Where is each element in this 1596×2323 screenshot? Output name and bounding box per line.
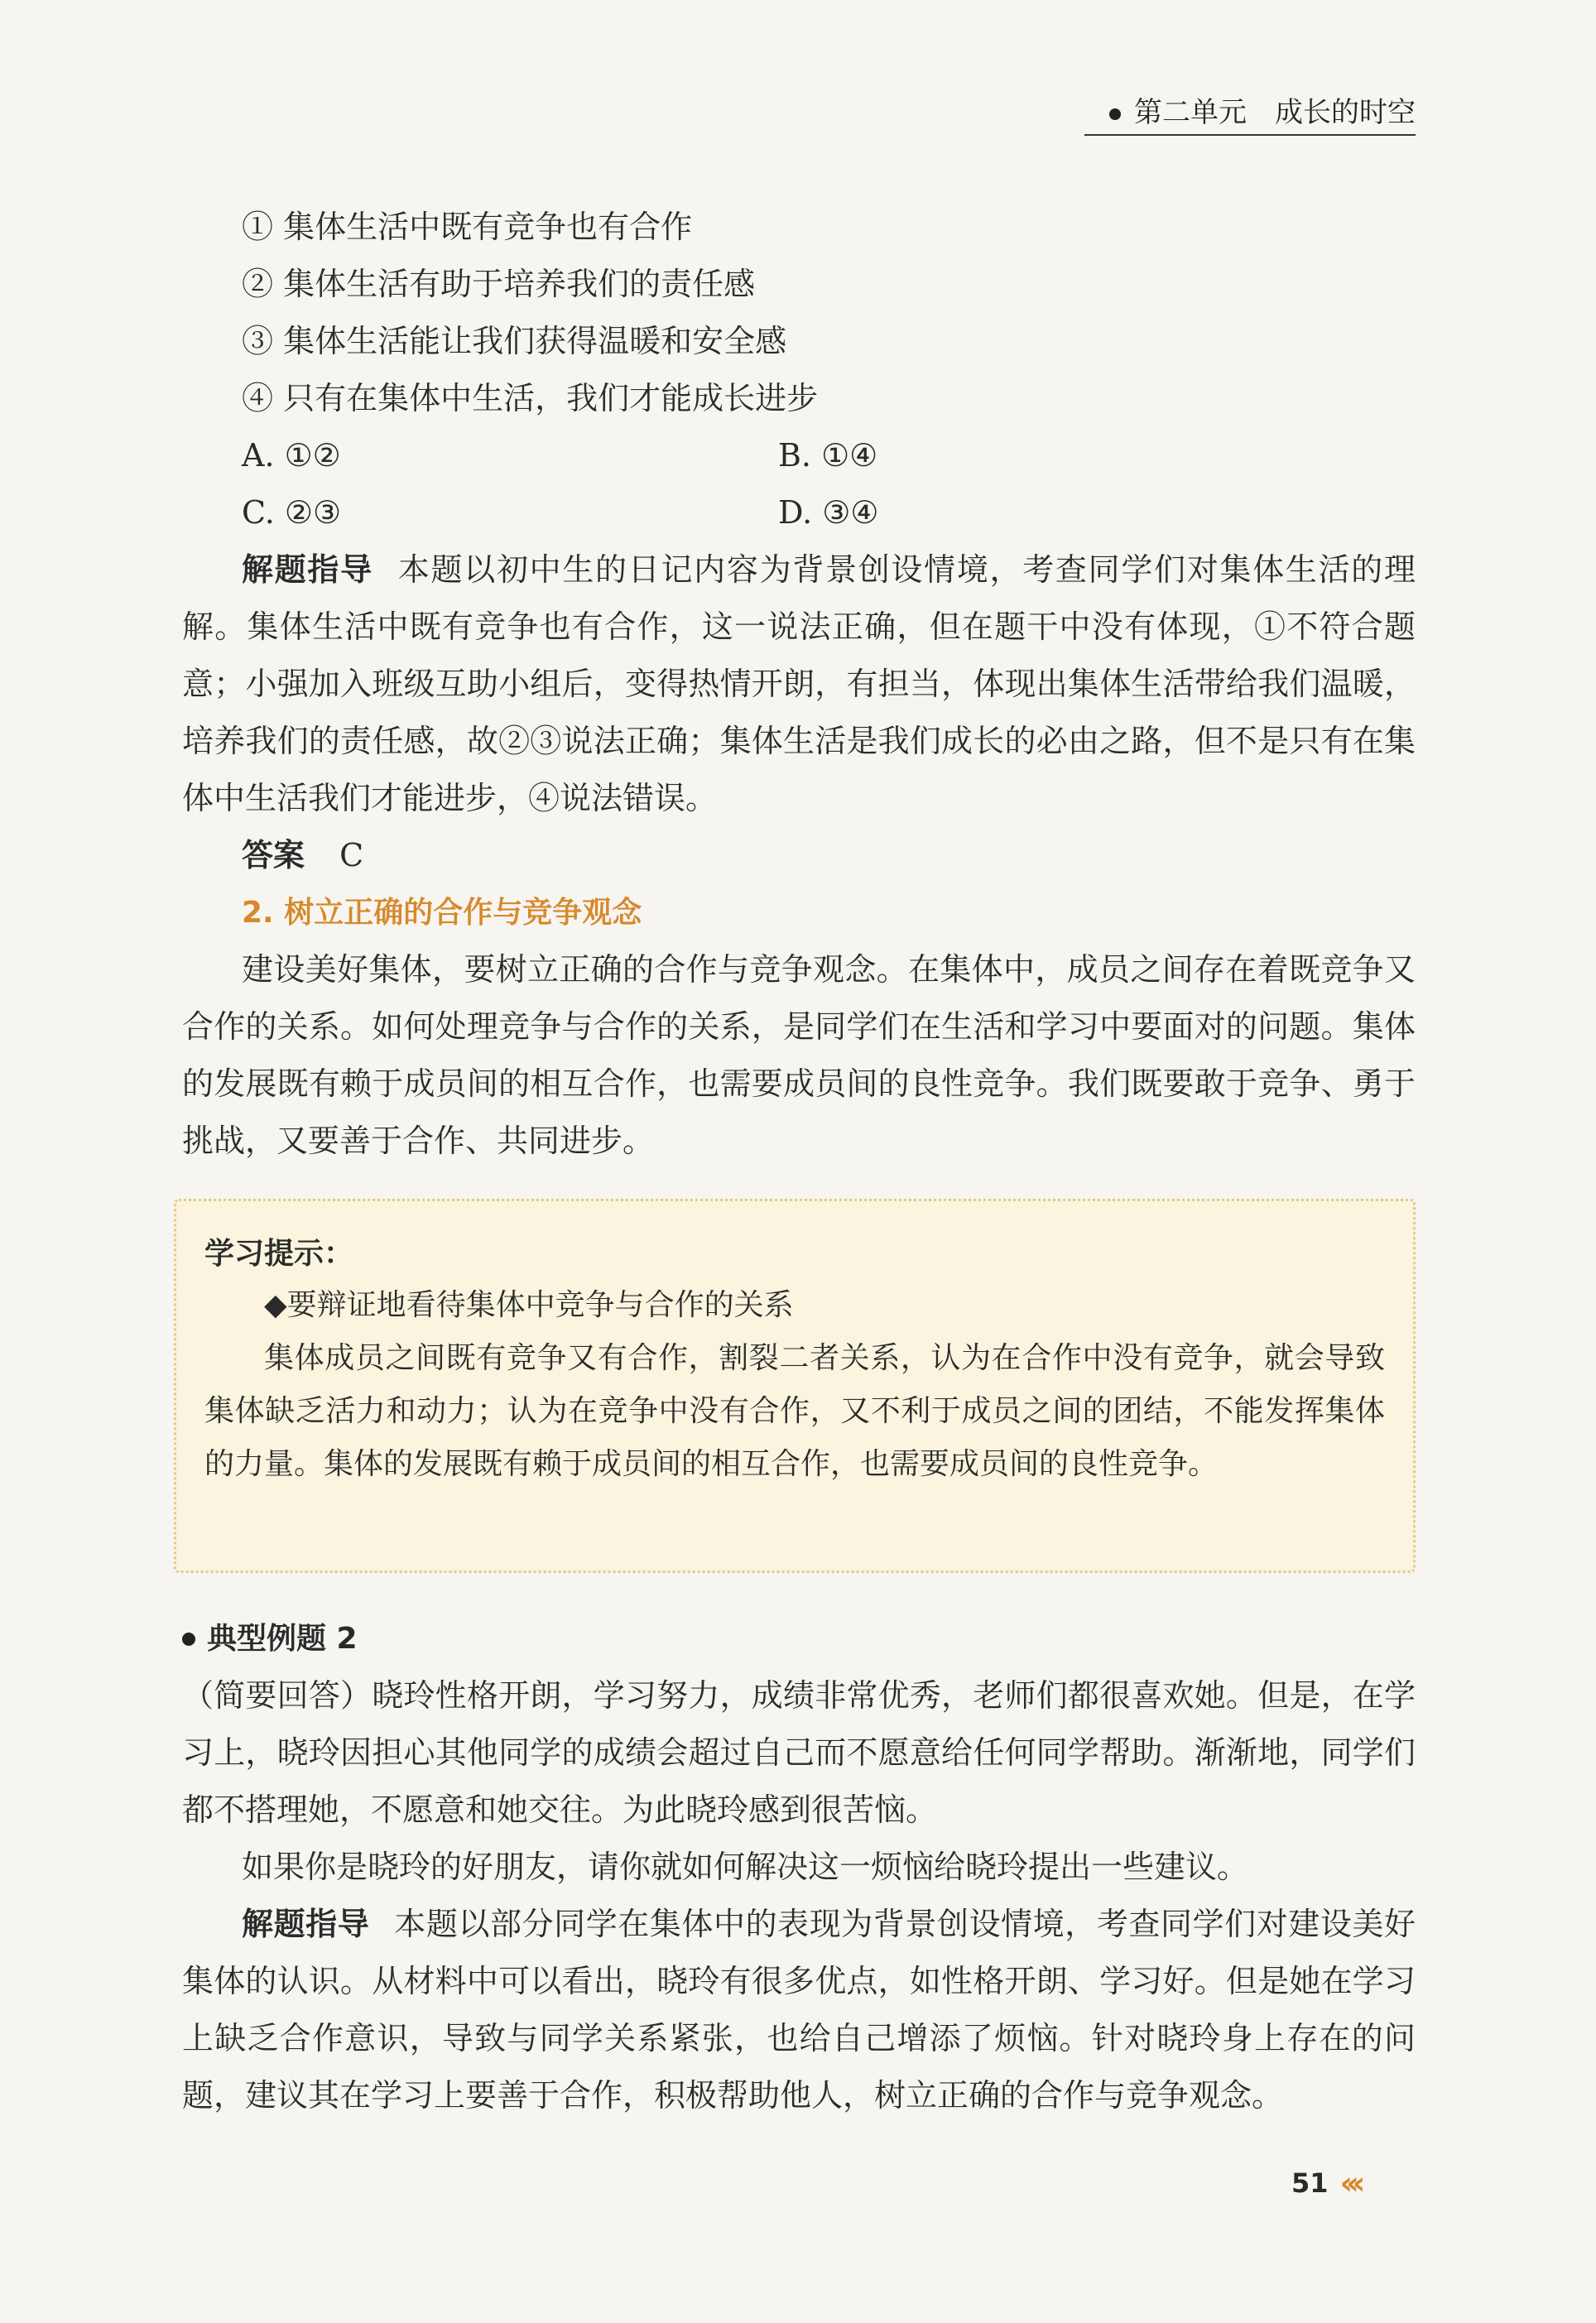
guide-text: 本题以部分同学在集体中的表现为背景创设情境，考查同学们对建设美好集体的认识。从材料中可以看出，晓玲有很多优点，如性格开朗、学习好。但是她在学习上缺乏合作意识，导致与同学关系紧张，也给自己增添了烦恼。针对晓玲身上存在的问题，建议其在学习上要善于合作，积极帮助他人，树立正确的合作与竞争观念。 [182, 1906, 1416, 2114]
option-b: B. ①④ [778, 437, 878, 474]
options-row-2 [182, 484, 1416, 541]
choice-3: ③ 集体生活能让我们获得温暖和安全感 [242, 323, 787, 359]
tip-text: 集体成员之间既有竞争又有合作，割裂二者关系，认为在合作中没有竞争，就会导致集体缺乏活力和动力；认为在竞争中没有合作，又不利于成员之间的团结，不能发挥集体的力量。集体的发展既有赖于成员间的相互合作，也需要成员间的良性竞争。 [204, 1341, 1385, 1481]
options-row-1 [182, 427, 1416, 484]
example-heading [182, 1610, 1416, 1667]
header-bullet-icon [1109, 108, 1121, 120]
solution-guide-1 [182, 541, 1416, 827]
header-rule [1084, 134, 1416, 136]
solution-guide-2 [182, 1896, 1416, 2124]
choice-4: ④ 只有在集体中生活，我们才能成长进步 [242, 380, 819, 416]
tip-subtitle: ◆要辩证地看待集体中竞争与合作的关系 [264, 1288, 794, 1322]
section-text: 建设美好集体，要树立正确的合作与竞争观念。在集体中，成员之间存在着既竞争又合作的关系。如何处理竞争与合作的关系，是同学们在生活和学习中要面对的问题。集体的发展既有赖于成员间的相互合作，也需要成员间的良性竞争。我们既要敢于竞争、勇于挑战，又要善于合作、共同进步。 [182, 951, 1416, 1159]
guide-text: 本题以初中生的日记内容为背景创设情境，考查同学们对集体生活的理解。集体生活中既有竞争也有合作，这一说法正确，但在题干中没有体现，①不符合题意；小强加入班级互助小组后，变得热情开朗，有担当，体现出集体生活带给我们温暖，培养我们的责任感，故②③说法正确；集体生活是我们成长的必由之路，但不是只有在集体中生活我们才能进步，④说法错误。 [182, 551, 1416, 816]
example-title: 典型例题 2 [207, 1622, 358, 1656]
guide-label: 解题指导 [242, 551, 373, 588]
chevrons-left-icon: ‹‹‹ [1339, 2165, 1359, 2201]
page-footer [1291, 2165, 1359, 2201]
study-tip-box [174, 1199, 1416, 1573]
lower-content [182, 1610, 1416, 2124]
example-question: （简要回答）晓玲性格开朗，学习努力，成绩非常优秀，老师们都很喜欢她。但是，在学习上，晓玲因担心其他同学的成绩会超过自己而不愿意给任何同学帮助。渐渐地，同学们都不搭理她，不愿意和她交往。为此晓玲感到很苦恼。 [182, 1677, 1416, 1828]
running-header [1109, 89, 1416, 130]
example-bullet-icon [182, 1633, 195, 1646]
option-a: A. ①② [242, 437, 341, 474]
option-d: D. ③④ [778, 494, 879, 531]
choice-2: ② 集体生活有助于培养我们的责任感 [242, 266, 756, 302]
section-title: 2. 树立正确的合作与竞争观念 [242, 896, 642, 930]
header-title: 第二单元 成长的时空 [1134, 96, 1416, 129]
choice-1: ① 集体生活中既有竞争也有合作 [242, 209, 693, 245]
option-c: C. ②③ [242, 494, 342, 531]
upper-content [182, 199, 1416, 1170]
example-prompt: 如果你是晓玲的好朋友，请你就如何解决这一烦恼给晓玲提出一些建议。 [242, 1849, 1249, 1885]
answer-label: 答案 [242, 837, 305, 873]
tip-title: 学习提示： [204, 1237, 354, 1271]
answer-line [182, 827, 1416, 884]
guide-label: 解题指导 [242, 1906, 370, 1942]
answer-value: C [339, 837, 364, 873]
page-number: 51 [1291, 2167, 1329, 2199]
